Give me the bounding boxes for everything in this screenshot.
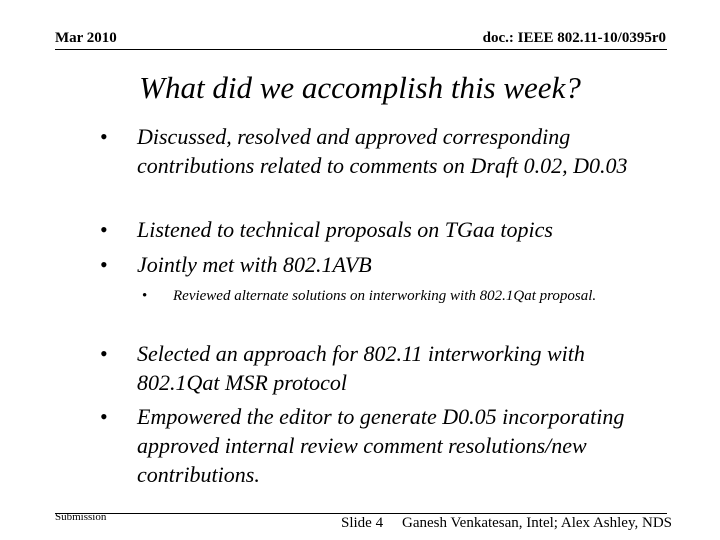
bullet-marker: • [100,404,108,429]
sub-bullet-text: Reviewed alternate solutions on interworking with 802.1Qat proposal. [173,288,597,304]
bullet-marker: • [100,341,108,366]
slide-title: What did we accomplish this week? [139,70,581,105]
header-doc-id: doc.: IEEE 802.11-10/0395r0 [482,30,666,46]
bullet-text: Discussed, resolved and approved corresponding contributions related to comments on Draft 0.02, D0.03 [137,124,628,178]
bullet-marker: • [100,217,108,242]
header-date: Mar 2010 [55,30,117,46]
bullet-text: Selected an approach for 802.11 interworking with 802.1Qat MSR protocol [137,341,585,395]
bullet-text: Listened to technical proposals on TGaa topics [137,217,553,242]
bullet-marker: • [100,124,108,149]
bullet-marker: • [100,252,108,277]
sub-bullet-marker: • [142,288,148,304]
footer-submission: Submission [55,511,107,523]
bullet-text: Jointly met with 802.1AVB [137,252,372,277]
footer-author: Ganesh Venkatesan, Intel; Alex Ashley, NDS [402,515,672,531]
footer-slide-number: Slide 4 [341,515,384,531]
bullet-text: Empowered the editor to generate D0.05 incorporating approved internal review comment resolutions/new contributions. [137,404,625,487]
